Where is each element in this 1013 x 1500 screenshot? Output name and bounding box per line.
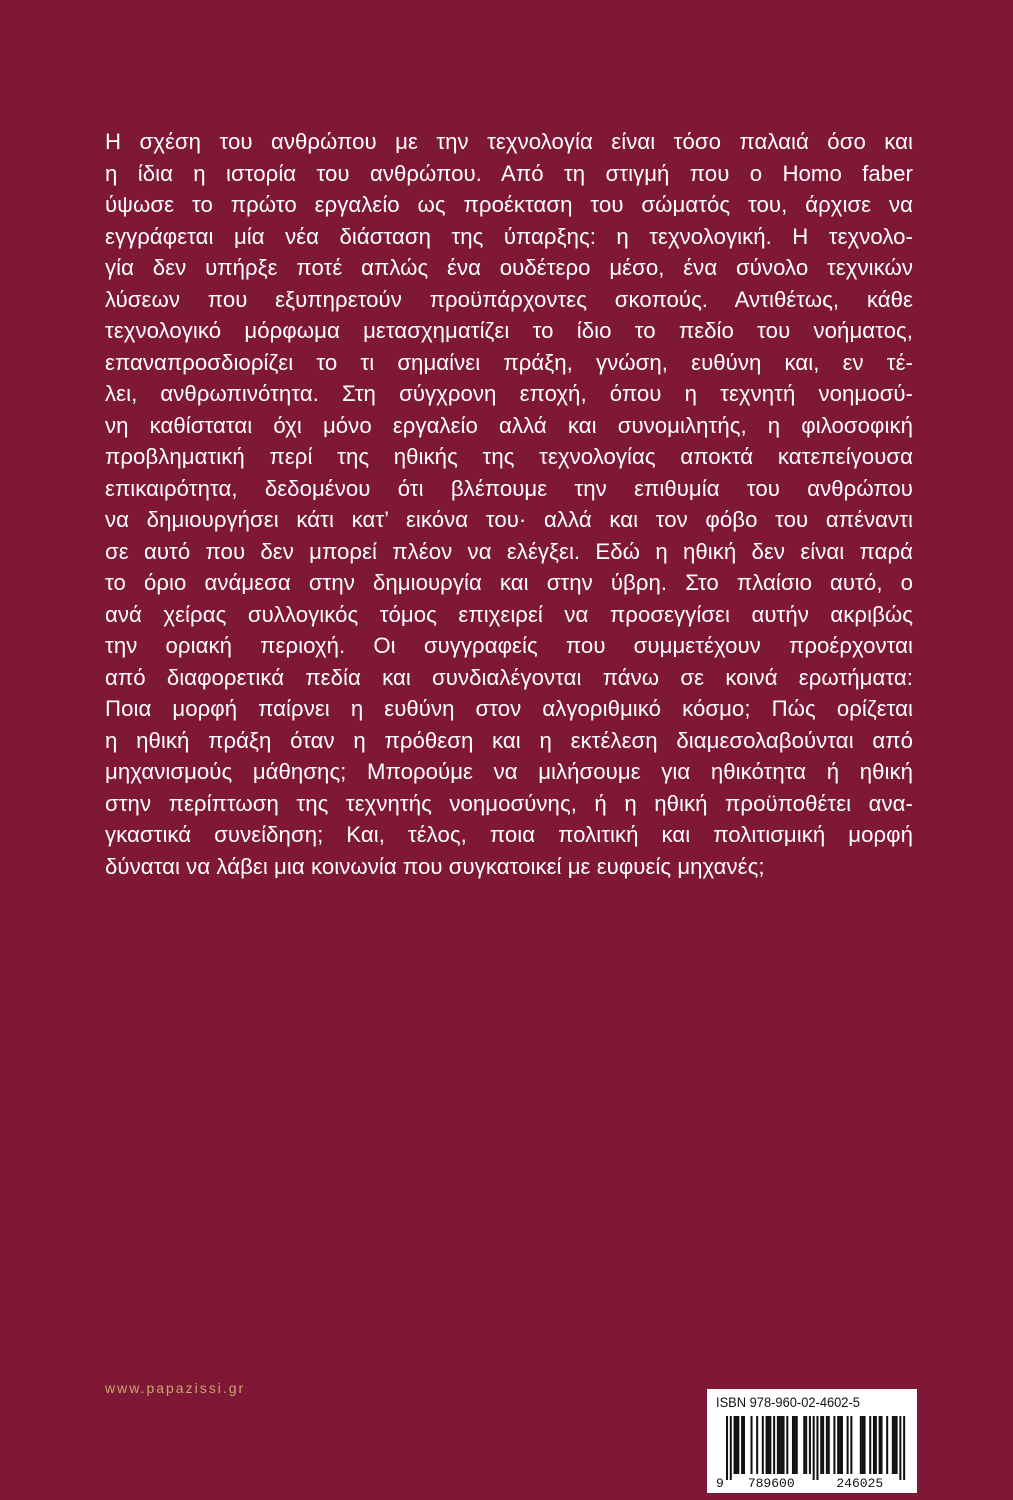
barcode-bar — [769, 1416, 771, 1474]
blurb-line: η ηθική πράξη όταν η πρόθεση και η εκτέλεση διαμεσολαβούνται από — [105, 727, 913, 753]
blurb-line: Ποια μορφή παίρνει η ευθύνη στον αλγοριθμικό κόσμο; Πώς ορίζεται — [105, 696, 913, 721]
blurb-line: από διαφορετικά πεδία και συνδιαλέγονται πάνω σε κοινά ερωτήματα: — [105, 664, 913, 690]
barcode-guard-bar — [730, 1416, 732, 1480]
blurb-line: εγγράφεται μία νέα διάσταση της ύπαρξης: η τεχνολογική. Η τεχνολο- — [105, 223, 913, 249]
back-cover-blurb — [105, 126, 913, 882]
barcode-bar — [792, 1416, 794, 1474]
barcode-bar — [803, 1416, 805, 1474]
barcode-bar — [734, 1416, 736, 1474]
barcode-bar — [741, 1416, 743, 1474]
blurb-line: την οριακή περιοχή. Οι συγγραφείς που συμμετέχουν προέρχονται — [105, 633, 913, 658]
blurb-line: μηχανισμούς μάθησης; Μπορούμε να μιλήσουμε για ηθικότητα ή ηθική — [105, 759, 913, 784]
barcode-bar — [777, 1416, 779, 1474]
barcode-guard-bar — [899, 1416, 901, 1480]
barcode-bar — [767, 1416, 769, 1474]
barcode-bar — [783, 1416, 785, 1474]
blurb-line: προβληματική περί της ηθικής της τεχνολογίας αποκτά κατεπείγουσα — [105, 444, 913, 469]
barcode-bar — [762, 1416, 764, 1474]
barcode-bar — [796, 1416, 798, 1474]
barcode-bar — [750, 1416, 752, 1474]
barcode-bar — [875, 1416, 877, 1474]
barcode-bar — [809, 1416, 811, 1474]
barcode-bar — [837, 1416, 839, 1474]
barcode-bar — [864, 1416, 866, 1474]
barcode-bar — [860, 1416, 862, 1474]
barcode-bar — [869, 1416, 871, 1474]
barcode-bar — [820, 1416, 822, 1474]
barcode-bar — [896, 1416, 898, 1474]
blurb-line: σε αυτό που δεν μπορεί πλέον να ελέγξει. Εδώ η ηθική δεν είναι παρά — [105, 538, 913, 564]
barcode-bar — [822, 1416, 824, 1474]
blurb-line: επαναπροσδιορίζει το τι σημαίνει πράξη, γνώση, ευθύνη και, εν τέ- — [105, 349, 913, 375]
blurb-line: γκαστικά συνείδηση; Και, τέλος, ποια πολιτική και πολιτισμική μορφή — [105, 822, 913, 847]
barcode-bar — [841, 1416, 843, 1474]
blurb-line: ανά χείρας συλλογικός τόμος επιχειρεί να προσεγγίσει αυτήν ακριβώς — [105, 601, 913, 627]
blurb-line: επικαιρότητα, δεδομένου ότι βλέπουμε την επιθυμία του ανθρώπου — [105, 475, 913, 501]
barcode-guard-bar — [726, 1416, 728, 1480]
blurb-line: να δημιουργήσει κάτι κατ’ εικόνα του· αλλά και τον φόβο του απέναντι — [105, 507, 913, 532]
isbn-barcode — [714, 1414, 909, 1489]
blurb-line: λύσεων που εξυπηρετούν προϋπάρχοντες σκοπούς. Αντιθέτως, κάθε — [105, 286, 913, 312]
blurb-line: στην περίπτωση της τεχνητής νοημοσύνης, ή η ηθική προϋποθέτει ανα- — [105, 790, 913, 816]
blurb-line: Η σχέση του ανθρώπου με την τεχνολογία είναι τόσο παλαιά όσο και — [105, 129, 913, 154]
barcode-digits: 9 — [716, 1476, 724, 1489]
barcode-bar — [794, 1416, 796, 1474]
barcode-bar — [894, 1416, 896, 1474]
blurb-line: το όριο ανάμεσα στην δημιουργία και στην ύβρη. Στο πλαίσιο αυτό, ο — [105, 570, 913, 595]
barcode-guard-bar — [903, 1416, 905, 1480]
blurb-line: γία δεν υπήρξε ποτέ απλώς ένα ουδέτερο μέσο, ένα σύνολο τεχνικών — [105, 255, 913, 280]
barcode-bar — [766, 1416, 768, 1474]
barcode-bar — [779, 1416, 781, 1474]
barcode-guard-bar — [813, 1416, 815, 1480]
barcode-digits: 246025 — [836, 1476, 884, 1489]
barcode-bar — [737, 1416, 739, 1474]
barcode-bar — [826, 1416, 828, 1474]
blurb-line: τεχνολογικό μόρφωμα μετασχηματίζει το ίδιο το πεδίο του νοήματος, — [105, 318, 913, 343]
barcode-bar — [833, 1416, 835, 1474]
barcode-bar — [743, 1416, 745, 1474]
barcode-bar — [756, 1416, 758, 1474]
blurb-line: λει, ανθρωπινότητα. Στη σύγχρονη εποχή, όπου η τεχνητή νοημοσύ- — [105, 381, 913, 406]
barcode-guard-bar — [816, 1416, 818, 1480]
blurb-line: δύναται να λάβει μια κοινωνία που συγκατοικεί με ευφυείς μηχανές; — [105, 853, 765, 879]
barcode-bar — [886, 1416, 888, 1474]
blurb-line: νη καθίσταται όχι μόνο εργαλείο αλλά και συνομιλητής, η φιλοσοφική — [105, 412, 913, 438]
barcode-bar — [847, 1416, 849, 1474]
barcode-bar — [879, 1416, 881, 1474]
barcode-bar — [892, 1416, 894, 1474]
barcode-bar — [773, 1416, 775, 1474]
isbn-label: ISBN 978-960-02-4602-5 — [716, 1394, 860, 1410]
barcode-bar — [828, 1416, 830, 1474]
barcode-bar — [805, 1416, 807, 1474]
barcode-bar — [850, 1416, 852, 1474]
barcode-digits: 789600 — [747, 1476, 795, 1489]
barcode-bar — [735, 1416, 737, 1474]
publisher-website[interactable]: www.papazissi.gr — [105, 1380, 246, 1396]
barcode-bar — [881, 1416, 883, 1474]
barcode-bar — [786, 1416, 788, 1474]
barcode-bar — [862, 1416, 864, 1474]
blurb-line: ύψωσε το πρώτο εργαλείο ως προέκταση του σώματός του, άρχισε να — [105, 192, 913, 217]
barcode-bar — [781, 1416, 783, 1474]
barcode-bar — [839, 1416, 841, 1474]
blurb-line: η ίδια η ιστορία του ανθρώπου. Από τη στιγμή που ο Homo faber — [105, 160, 913, 186]
barcode-bar — [873, 1416, 875, 1474]
